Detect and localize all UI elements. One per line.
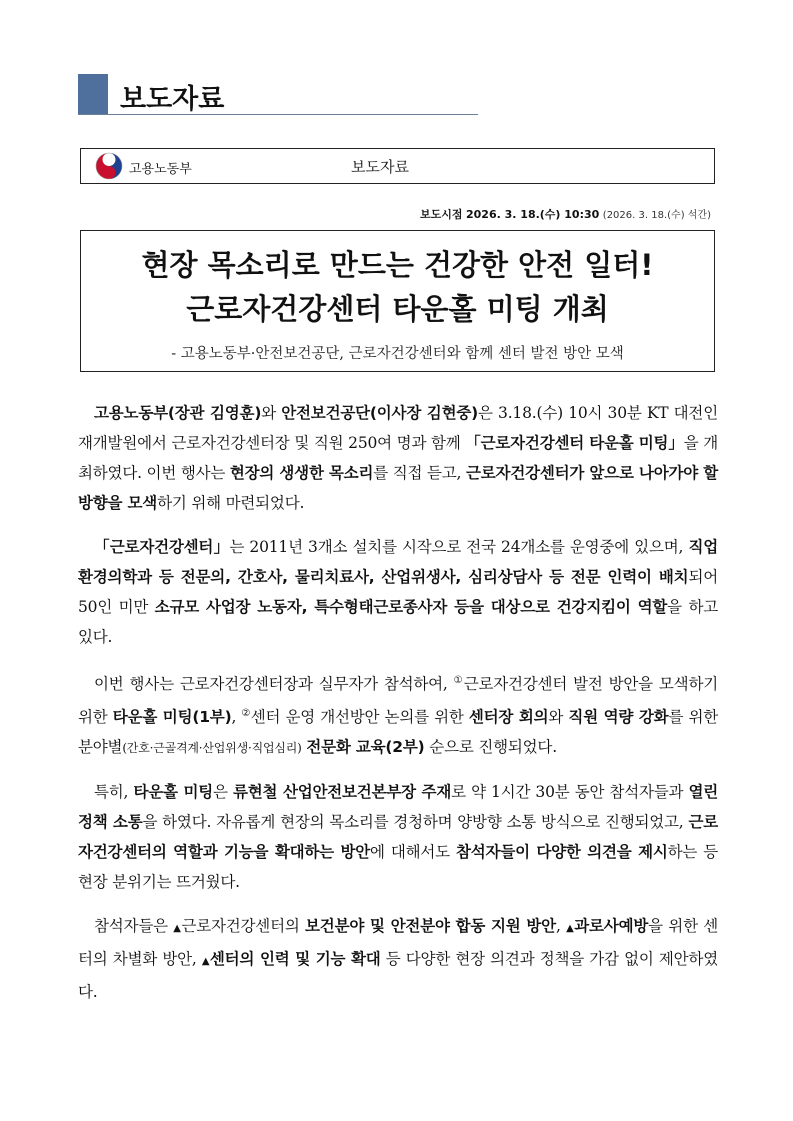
bold-text: 안전보건공단(이사장 김현중) [281, 404, 479, 422]
text-segment: , [555, 917, 567, 936]
text-segment: 로 약 1시간 30분 동안 참석자들과 [451, 783, 689, 802]
bold-text: 고용노동부(장관 김영훈) [94, 404, 262, 422]
press-release-label: 보도자료 [351, 158, 409, 176]
text-segment: 을 하였다. 자유롭게 현장의 목소리를 경청하며 양방향 소통 방식으로 진행되었고, [142, 813, 689, 832]
text-segment: 은 [213, 783, 233, 802]
text-segment: 센터 운영 개선방안 논의를 위한 [250, 708, 469, 727]
release-paper: (2026. 3. 18.(수) 석간) [602, 210, 711, 221]
bold-text: 보건분야 및 안전분야 합동 지원 방안 [305, 917, 556, 936]
bold-text: 타운홀 미팅 [133, 783, 213, 802]
headline-line-1: 현장 목소리로 만드는 건강한 안전 일터! [141, 248, 654, 282]
paragraph-3 [78, 666, 718, 763]
text-segment: 등 다양한 현장 의견과 정책을 가감 없이 제안하였다. [78, 950, 718, 1002]
release-time [420, 206, 711, 222]
text-segment: 하기 위해 마련되었다. [157, 494, 305, 512]
text-segment: 에 대해서도 [370, 843, 456, 862]
bullet-triangle-icon: ▲ [173, 923, 182, 935]
text-segment: 근로자건강센터 발전 방안을 모색하기 위한 [78, 675, 719, 727]
text-segment: 를 위한 분야별 [78, 708, 718, 757]
bold-text: 센터의 인력 및 기능 확대 [209, 950, 381, 969]
text-segment: 와 [548, 708, 569, 727]
text-segment: ① [453, 675, 464, 686]
bold-text: 타운홀 미팅(1부) [112, 708, 232, 727]
page-title: 보도자료 [120, 84, 225, 115]
bold-text: 류현철 산업안전보건본부장 주재 [232, 783, 452, 802]
taegeuk-logo-icon [95, 152, 123, 180]
bold-text: 근로자건강센터의 역할과 기능을 확대하는 방안 [78, 813, 718, 862]
headline-line-2: 근로자건강센터 타운홀 미팅 개최 [186, 292, 609, 326]
header-accent-square [78, 74, 108, 114]
text-segment: 을 개최하였다. 이번 행사는 [78, 434, 718, 482]
bold-text: 열린 정책 소통 [78, 783, 719, 832]
text-segment: ② [241, 708, 251, 720]
text-segment: 특히, [94, 783, 134, 802]
text-segment: 은 3.18.(수) 10시 30분 KT 대전인재개발원에서 근로자건강센터장 및 직원 250여 명과 함께 [78, 404, 718, 452]
paragraph-2 [78, 532, 718, 652]
text-segment: 는 2011년 3개소 설치를 시작으로 전국 24개소를 운영중에 있으며, [229, 538, 689, 556]
bold-text: 전문화 교육(2부) [306, 738, 425, 757]
headline-box [80, 230, 715, 372]
bold-text: 직원 역량 강화 [568, 708, 669, 727]
text-segment: 참석자들은 [94, 917, 174, 936]
bold-text: 참석자들이 다양한 의견을 제시 [456, 843, 668, 862]
bold-text: 소규모 사업장 노동자, 특수형태근로종사자 등을 대상으로 건강지킴이 역할 [154, 598, 668, 616]
text-segment: 를 직접 듣고, [373, 464, 467, 482]
bold-text: 과로사예방 [574, 917, 649, 936]
text-segment: 을 위한 센터의 차별화 방안, [78, 917, 719, 969]
text-segment: 근로자건강센터의 [181, 917, 306, 936]
bold-text: 근로자건강센터가 앞으로 나아가야 할 방향을 모색 [78, 464, 718, 512]
paragraph-4 [78, 777, 718, 897]
bold-text: 센터장 회의 [468, 708, 549, 727]
text-segment: , [231, 708, 242, 727]
text-segment: 되어 50인 미만 [78, 568, 718, 616]
paragraph-1 [78, 398, 718, 518]
bullet-triangle-icon: ▲ [201, 956, 210, 968]
headline-subtitle: - 고용노동부·안전보건공단, 근로자건강센터와 함께 센터 발전 방안 모색 [171, 346, 624, 362]
text-segment: 순으로 진행되었다. [424, 738, 557, 757]
text-segment: 을 하고 있다. [78, 598, 718, 646]
release-datetime: 2026. 3. 18.(수) 10:30 [466, 208, 600, 221]
ministry-box [80, 148, 715, 184]
text-segment: 와 [261, 404, 282, 422]
bullet-triangle-icon: ▲ [566, 923, 575, 935]
bold-text: 현장의 생생한 목소리 [229, 464, 374, 482]
text-segment: 이번 행사는 근로자건강센터장과 실무자가 참석하여, [94, 675, 454, 694]
bold-text: 「근로자건강센터」 [94, 538, 230, 556]
ministry-name: 고용노동부 [129, 162, 192, 177]
header-bar [78, 74, 478, 115]
text-segment: 하는 등 현장 분위기는 뜨거웠다. [78, 843, 718, 892]
text-segment: (간호·근골격계·산업위생·직업심리) [122, 741, 302, 756]
bold-text: 「근로자건강센터 타운홀 미팅」 [465, 434, 684, 452]
bold-text: 직업환경의학과 등 전문의, 간호사, 물리치료사, 산업위생사, 심리상담사 등 전문 인력이 배치 [78, 538, 718, 586]
paragraph-5 [78, 911, 718, 1007]
article-body [78, 398, 718, 1021]
release-prefix: 보도시점 [419, 208, 463, 221]
